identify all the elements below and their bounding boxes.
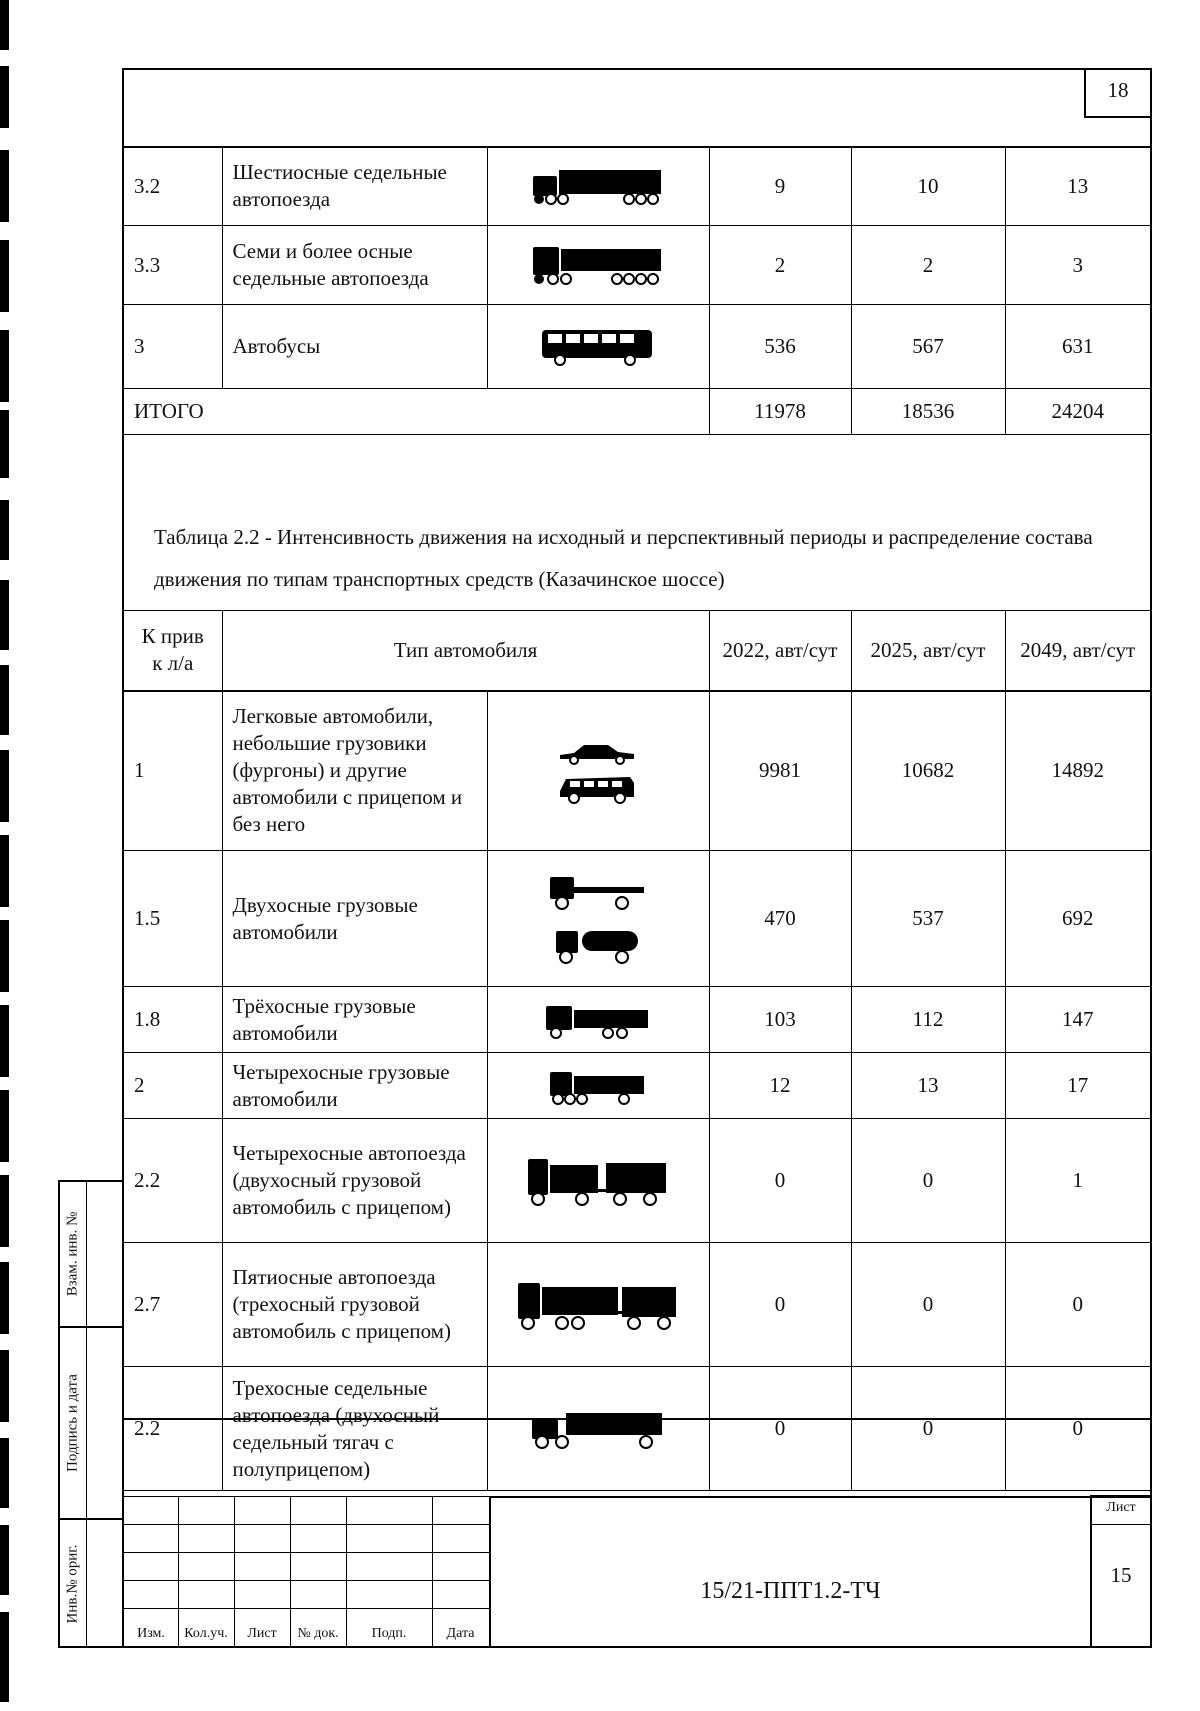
col-podp-label: Подп.	[371, 1626, 407, 1641]
stamp-field-signature-date	[60, 1328, 122, 1520]
value-2025: 2	[851, 226, 1005, 305]
vehicle-type: Семи и более осные седельные автопоезда	[222, 226, 487, 305]
value-2025: 13	[851, 1053, 1005, 1119]
four-axle-road-train-icon	[528, 1153, 668, 1209]
row-code: 2	[124, 1053, 222, 1119]
sheet-label: Лист	[1106, 1500, 1136, 1515]
binder-mark	[0, 1005, 9, 1077]
binder-mark	[0, 835, 9, 907]
header-2025: 2025, авт/сут	[851, 611, 1005, 691]
row-code: 1.5	[124, 851, 222, 987]
five-axle-road-train-icon	[518, 1277, 678, 1333]
col-data-label: Дата	[446, 1626, 475, 1641]
row-code: 2.7	[124, 1243, 222, 1367]
total-row	[124, 389, 1150, 435]
table-row	[124, 1053, 1150, 1119]
binder-mark	[0, 66, 9, 128]
table-row	[124, 691, 1150, 851]
six-axle-semitrailer-icon	[533, 166, 663, 206]
row-code: 2.2	[124, 1119, 222, 1243]
three-axle-truck-icon	[546, 1000, 650, 1040]
total-2025: 18536	[851, 389, 1005, 435]
value-2022: 2	[709, 226, 851, 305]
two-axle-truck-icon	[550, 871, 646, 967]
binder-mark	[0, 150, 9, 222]
value-2025: 567	[851, 305, 1005, 389]
table-row	[124, 305, 1150, 389]
binder-mark	[0, 1350, 9, 1422]
title-block	[124, 1418, 1150, 1646]
sheet-cell	[1090, 1495, 1150, 1646]
value-2025: 10	[851, 147, 1005, 226]
value-2022: 470	[709, 851, 851, 987]
row-code: 3.3	[124, 226, 222, 305]
total-2049: 24204	[1005, 389, 1150, 435]
row-code: 3	[124, 305, 222, 389]
binder-mark	[0, 750, 9, 822]
binder-mark	[0, 1090, 9, 1162]
table-row	[124, 987, 1150, 1053]
col-ndok-label: № док.	[297, 1626, 339, 1641]
stamp-field-replaced-inv	[60, 1182, 122, 1328]
four-axle-truck-icon	[550, 1066, 646, 1106]
col-list-label: Лист	[247, 1626, 277, 1641]
document-code: 15/21-ППТ1.2-ТЧ	[700, 1578, 881, 1604]
vehicle-type: Шестиосные седельные автопоезда	[222, 147, 487, 226]
value-2022: 9981	[709, 691, 851, 851]
value-2049: 3	[1005, 226, 1150, 305]
table-row	[124, 226, 1150, 305]
value-2049: 0	[1005, 1367, 1150, 1491]
binder-mark	[0, 920, 9, 992]
table-caption: Таблица 2.2 - Интенсивность движения на исходный и перспективный периоды и распределение состава движения по типам транспортных средств (Казачинское шоссе)	[154, 525, 1093, 591]
binder-mark	[0, 580, 9, 650]
total-2022: 11978	[709, 389, 851, 435]
bus-icon	[542, 328, 654, 366]
value-2022: 0	[709, 1119, 851, 1243]
binder-mark	[0, 0, 9, 50]
binder-mark	[0, 1438, 9, 1508]
header-2049: 2049, авт/сут	[1005, 611, 1150, 691]
table-header	[124, 611, 1150, 691]
binder-mark	[0, 1525, 9, 1595]
value-2022: 9	[709, 147, 851, 226]
col-kol-label: Кол.уч.	[184, 1626, 228, 1641]
col-izm-label: Изм.	[137, 1626, 165, 1641]
binder-mark	[0, 665, 9, 735]
value-2049: 1	[1005, 1119, 1150, 1243]
vehicle-type: Пятиосные автопоезда (трехосный грузовой автомобиль с прицепом)	[222, 1243, 487, 1367]
vehicle-type: Автобусы	[222, 305, 487, 389]
value-2049: 631	[1005, 305, 1150, 389]
vehicle-type: Четырехосные грузовые автомобили	[222, 1053, 487, 1119]
table-row	[124, 147, 1150, 226]
stamp-field-original-inv	[60, 1520, 122, 1648]
value-2022: 12	[709, 1053, 851, 1119]
total-label: ИТОГО	[124, 389, 709, 435]
binder-mark	[0, 1262, 9, 1334]
vehicle-type: Четырехосные автопоезда (двухосный грузовой автомобиль с прицепом)	[222, 1119, 487, 1243]
stamp-label: Инв.№ ориг.	[64, 1544, 81, 1624]
vehicle-type: Двухосные грузовые автомобили	[222, 851, 487, 987]
value-2049: 147	[1005, 987, 1150, 1053]
document-frame	[122, 68, 1152, 1648]
row-code: 2.2	[124, 1367, 222, 1491]
binder-mark	[0, 410, 9, 478]
stamp-label: Взам. инв. №	[64, 1211, 81, 1297]
binder-mark	[0, 240, 9, 312]
header-category: К прив к л/а	[124, 611, 222, 691]
side-stamp	[58, 1180, 122, 1648]
binder-mark	[0, 1612, 9, 1702]
revision-grid	[124, 1418, 489, 1646]
stamp-label: Подпись и дата	[64, 1374, 81, 1472]
vehicle-type: Трехосные седельные автопоезда (двухосный седельный тягач с полуприцепом)	[222, 1367, 487, 1491]
row-code: 3.2	[124, 147, 222, 226]
traffic-table	[124, 610, 1150, 1491]
value-2025: 10682	[851, 691, 1005, 851]
value-2025: 537	[851, 851, 1005, 987]
table-row	[124, 851, 1150, 987]
page-number: 18	[1084, 68, 1152, 118]
table-row	[124, 1119, 1150, 1243]
value-2025: 0	[851, 1367, 1005, 1491]
value-2049: 17	[1005, 1053, 1150, 1119]
sheet-number: 15	[1110, 1563, 1132, 1587]
value-2022: 536	[709, 305, 851, 389]
header-2022: 2022, авт/сут	[709, 611, 851, 691]
value-2022: 0	[709, 1367, 851, 1491]
value-2049: 692	[1005, 851, 1150, 987]
value-2025: 0	[851, 1243, 1005, 1367]
binder-mark	[0, 1175, 9, 1247]
row-code: 1.8	[124, 987, 222, 1053]
binder-mark	[0, 330, 9, 402]
traffic-table-continued	[124, 146, 1150, 435]
value-2049: 13	[1005, 147, 1150, 226]
value-2025: 112	[851, 987, 1005, 1053]
vehicle-type: Трёхосные грузовые автомобили	[222, 987, 487, 1053]
binder-mark	[0, 500, 9, 560]
seven-axle-semitrailer-icon	[533, 243, 663, 287]
value-2049: 0	[1005, 1243, 1150, 1367]
header-vehicle-type: Тип автомобиля	[222, 611, 709, 691]
row-code: 1	[124, 691, 222, 851]
vehicle-type: Легковые автомобили, небольшие грузовики (фургоны) и другие автомобили с прицепом и без него	[222, 691, 487, 851]
table-row	[124, 1243, 1150, 1367]
value-2049: 14892	[1005, 691, 1150, 851]
value-2022: 103	[709, 987, 851, 1053]
value-2025: 0	[851, 1119, 1005, 1243]
value-2022: 0	[709, 1243, 851, 1367]
car-and-van-icon	[558, 735, 638, 807]
